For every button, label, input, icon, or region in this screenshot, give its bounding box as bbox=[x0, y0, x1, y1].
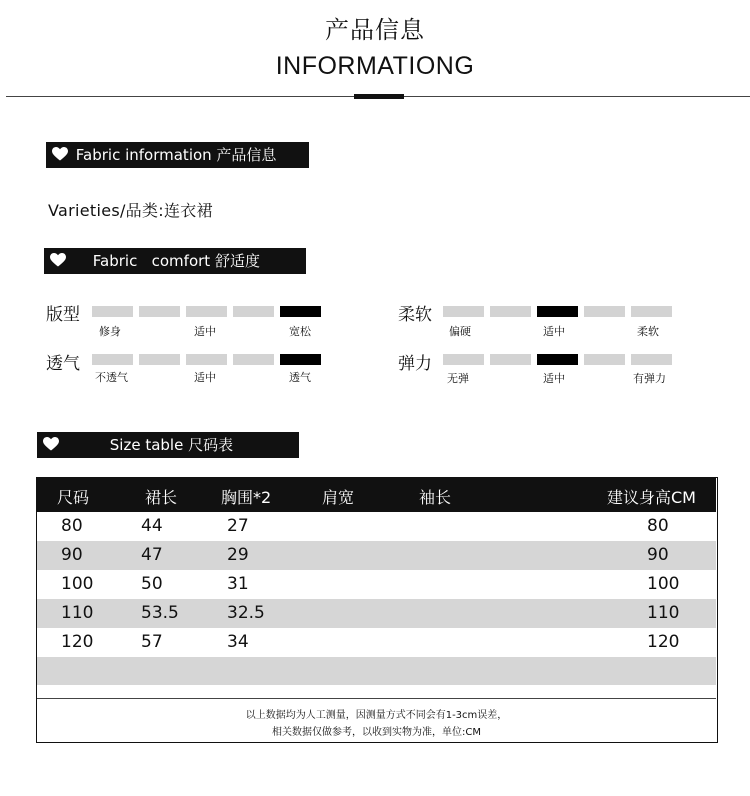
size-table-heading-bar bbox=[37, 432, 299, 458]
cell-height: 110 bbox=[647, 603, 680, 623]
cell-length: 57 bbox=[141, 632, 163, 652]
scale-segment bbox=[92, 354, 133, 365]
col-header-size: 尺码 bbox=[57, 488, 90, 507]
scale-segment bbox=[443, 306, 484, 317]
fabric-info-heading: Fabric information 产品信息 bbox=[75, 146, 277, 164]
scale-segment bbox=[584, 306, 625, 317]
scale-segment bbox=[139, 306, 180, 317]
heart-icon bbox=[52, 147, 68, 161]
scale-segment bbox=[490, 354, 531, 365]
table-row bbox=[37, 628, 716, 657]
scale-bar-fit bbox=[92, 306, 321, 317]
cell-length: 53.5 bbox=[141, 603, 179, 623]
cell-chest: 29 bbox=[227, 545, 249, 565]
scale-segment-selected bbox=[537, 306, 578, 317]
header-divider-accent bbox=[354, 94, 404, 99]
scale-label-breathability: 透气 bbox=[46, 354, 80, 374]
scale-segment bbox=[186, 306, 227, 317]
scale-right-fit: 宽松 bbox=[289, 325, 311, 338]
scale-segment bbox=[584, 354, 625, 365]
table-row-empty bbox=[37, 657, 716, 685]
scale-mid-softness: 适中 bbox=[543, 325, 565, 338]
scale-segment-selected bbox=[537, 354, 578, 365]
fabric-info-heading-bar bbox=[46, 142, 309, 168]
cell-length: 47 bbox=[141, 545, 163, 565]
scale-bar-elasticity bbox=[443, 354, 672, 365]
cell-height: 80 bbox=[647, 516, 669, 536]
cell-chest: 32.5 bbox=[227, 603, 265, 623]
scale-bar-softness bbox=[443, 306, 672, 317]
size-table bbox=[36, 477, 718, 743]
note-line-1: 以上数据均为人工测量，因测量方式不同会有1-3cm误差， bbox=[245, 710, 508, 721]
comfort-heading-bar bbox=[44, 248, 306, 274]
scale-segment bbox=[443, 354, 484, 365]
scale-label-fit: 版型 bbox=[46, 305, 80, 325]
size-table-heading: Size table 尺码表 bbox=[109, 436, 234, 454]
cell-height: 120 bbox=[647, 632, 680, 652]
col-header-chest: 胸围*2 bbox=[221, 488, 272, 507]
cell-length: 44 bbox=[141, 516, 163, 536]
table-row bbox=[37, 541, 716, 570]
size-table-header bbox=[37, 478, 716, 512]
scale-bar-breathability bbox=[92, 354, 321, 365]
col-header-height: 建议身高CM bbox=[607, 488, 696, 507]
cell-length: 50 bbox=[141, 574, 163, 594]
scale-mid-breathability: 适中 bbox=[194, 371, 216, 384]
scale-segment-selected bbox=[280, 354, 321, 365]
cell-height: 100 bbox=[647, 574, 680, 594]
cell-size: 110 bbox=[61, 603, 94, 623]
cell-chest: 34 bbox=[227, 632, 249, 652]
comfort-heading: Fabric comfort 舒适度 bbox=[92, 252, 260, 270]
scale-segment bbox=[139, 354, 180, 365]
col-header-sleeve: 袖长 bbox=[419, 488, 452, 507]
col-header-shoulder: 肩宽 bbox=[322, 488, 355, 507]
scale-left-fit: 修身 bbox=[99, 325, 121, 338]
note-line-2: 相关数据仅做参考，以收到实物为准，单位:CM bbox=[272, 727, 481, 738]
scale-label-elasticity: 弹力 bbox=[398, 354, 432, 374]
scale-segment bbox=[631, 306, 672, 317]
cell-size: 120 bbox=[61, 632, 94, 652]
scale-mid-fit: 适中 bbox=[194, 325, 216, 338]
varieties-text: Varieties/品类:连衣裙 bbox=[48, 201, 213, 220]
scale-mid-elasticity: 适中 bbox=[543, 372, 565, 385]
scale-segment bbox=[233, 306, 274, 317]
scale-left-breathability: 不透气 bbox=[95, 371, 128, 384]
cell-chest: 27 bbox=[227, 516, 249, 536]
scale-label-softness: 柔软 bbox=[398, 305, 432, 325]
table-row bbox=[37, 599, 716, 628]
scale-segment bbox=[186, 354, 227, 365]
scale-right-softness: 柔软 bbox=[637, 325, 659, 338]
scale-right-elasticity: 有弹力 bbox=[633, 372, 666, 385]
scale-segment bbox=[233, 354, 274, 365]
cell-size: 100 bbox=[61, 574, 94, 594]
scale-segment bbox=[92, 306, 133, 317]
scale-segment bbox=[490, 306, 531, 317]
table-row bbox=[37, 570, 716, 599]
heart-icon bbox=[43, 437, 59, 451]
scale-segment-selected bbox=[280, 306, 321, 317]
scale-segment bbox=[631, 354, 672, 365]
scale-right-breathability: 透气 bbox=[289, 371, 311, 384]
heart-icon bbox=[50, 253, 66, 267]
cell-chest: 31 bbox=[227, 574, 249, 594]
table-row bbox=[37, 512, 716, 541]
cell-height: 90 bbox=[647, 545, 669, 565]
cell-size: 90 bbox=[61, 545, 83, 565]
scale-left-softness: 偏硬 bbox=[449, 325, 471, 338]
scale-left-elasticity: 无弹 bbox=[447, 372, 469, 385]
page-title: 产品信息 bbox=[325, 16, 425, 44]
cell-size: 80 bbox=[61, 516, 83, 536]
note-divider bbox=[37, 698, 716, 699]
page-subtitle: INFORMATIONG bbox=[275, 52, 475, 80]
col-header-length: 裙长 bbox=[145, 488, 178, 507]
